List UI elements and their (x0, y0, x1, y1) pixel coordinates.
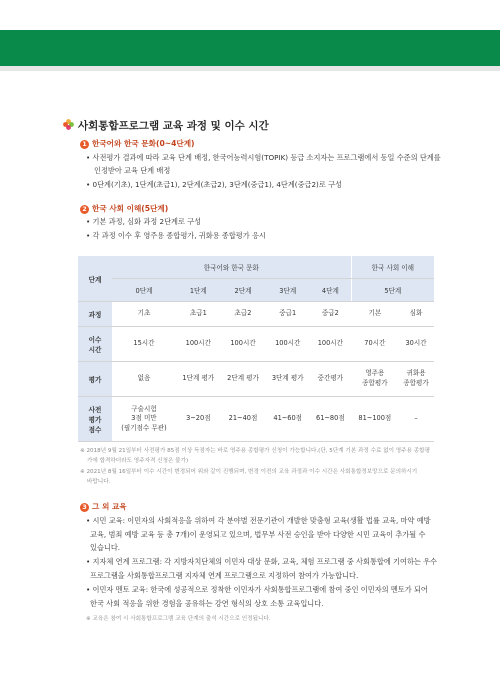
note-2: ※ 2021년 8월 16일부터 이수 시간이 변경되어 위와 같이 진행되며, 변경 이전의 교육 과정과 이수 시간은 사회통합정보망으로 문의하시기 (80, 469, 418, 475)
table-cell: 중간평가 (310, 362, 351, 397)
s2-bullet-1: • 기본 과정, 심화 과정 2단계로 구성 (86, 217, 202, 226)
level-header: 2단계 (221, 279, 266, 302)
table-cell: – (398, 397, 434, 442)
table-cell: 초급2 (221, 302, 266, 327)
table-cell: 3~20점 (176, 397, 221, 442)
table-row (78, 302, 434, 327)
row-label: 사전 평가 점수 (78, 397, 112, 442)
subsection-3-title: 그 외 교육 (92, 502, 127, 511)
table-cell: 15시간 (112, 327, 176, 362)
table-row (78, 327, 434, 362)
level-header: 1단계 (176, 279, 221, 302)
section-title: 사회통합프로그램 교육 과정 및 이수 시간 (78, 120, 269, 132)
s1-bullet-1: • 사전평가 결과에 따라 교육 단계 배정, 한국어능력시험(TOPIK) 등급 소지자는 프로그램에서 동일 수준의 단계를 (86, 153, 441, 162)
table-row (78, 362, 434, 397)
s3-para-2-cont: 프로그램을 사회통합프로그램 지자체 연계 프로그램으로 지정하여 참여가 가능합니다. (90, 571, 359, 580)
table-cell: 61~80점 (310, 397, 351, 442)
s3-para-3: • 이민자 멘토 교육: 한국에 성공적으로 정착한 이민자가 사회통합프로그램에 참여 중인 이민자의 멘토가 되어 (86, 585, 428, 594)
table-corner: 단계 (78, 256, 112, 302)
subsection-1-heading (80, 138, 195, 149)
subsection-3-heading (80, 501, 127, 512)
row-label: 이수 시간 (78, 327, 112, 362)
subsection-1-title: 한국어와 한국 문화(0~4단계) (92, 139, 195, 148)
table-cell: 1단계 평가 (176, 362, 221, 397)
table-cell: 30시간 (398, 327, 434, 362)
table-cell: 21~40점 (221, 397, 266, 442)
table-cell: 없음 (112, 362, 176, 397)
table-cell: 100시간 (265, 327, 310, 362)
table-cell: 81~100점 (351, 397, 398, 442)
number-badge: 2 (80, 205, 89, 214)
table-cell: 41~60점 (265, 397, 310, 442)
number-badge: 3 (80, 503, 89, 512)
table-cell: 기초 (112, 302, 176, 327)
table-cell: 구술시험 3점 미만 (필기점수 무관) (112, 397, 176, 442)
header-divider (0, 66, 500, 71)
subsection-2-title: 한국 사회 이해(5단계) (92, 204, 169, 213)
header-green-band (0, 30, 500, 66)
s3-para-2: • 지자체 연계 프로그램: 각 지방자치단체의 이민자 대상 문화, 교육, 체험 프로그램 중 사회통합에 기여하는 우수 (86, 557, 438, 566)
note-1: ※ 2018년 9월 21일부터 사전평가 85점 이상 득점자는 바로 영주용 종합평가 신청이 가능합니다.(단, 5단계 기본 과정 수료 없이 영주용 종합평 (80, 448, 430, 454)
row-label: 과정 (78, 302, 112, 327)
table-cell: 100시간 (221, 327, 266, 362)
s1-bullet-2: • 0단계(기초), 1단계(초급1), 2단계(초급2), 3단계(중급1), 4단계(중급2)로 구성 (86, 180, 342, 189)
table-cell: 영주용 종합평가 (351, 362, 398, 397)
table-cell: 귀화용 종합평가 (398, 362, 434, 397)
table-cell: 기본 (351, 302, 398, 327)
subsection-2-heading (80, 203, 168, 214)
flower-icon (62, 118, 75, 131)
s3-para-3-cont: 한국 사회 적응을 위한 경험을 공유하는 강연 형식의 상호 소통 교육입니다. (90, 599, 324, 608)
level-header: 3단계 (265, 279, 310, 302)
level-header: 5단계 (351, 279, 434, 302)
table-cell: 100시간 (310, 327, 351, 362)
table-cell: 초급1 (176, 302, 221, 327)
table-cell: 중급2 (310, 302, 351, 327)
table-cell: 2단계 평가 (221, 362, 266, 397)
table-cell: 100시간 (176, 327, 221, 362)
table-cell: 심화 (398, 302, 434, 327)
row-label: 평가 (78, 362, 112, 397)
note-2-cont: 바랍니다. (87, 479, 111, 485)
table-cell: 70시간 (351, 327, 398, 362)
number-badge: 1 (80, 140, 89, 149)
table-cell: 중급1 (265, 302, 310, 327)
level-header: 0단계 (112, 279, 176, 302)
table-row (78, 397, 434, 442)
header-top-strip (0, 0, 500, 30)
note-1-cont: 가에 합격하더라도 영주자격 신청은 불가) (87, 458, 189, 464)
level-header: 4단계 (310, 279, 351, 302)
s3-para-1: • 시민 교육: 이민자의 사회적응을 위하여 각 분야별 전문기관이 개발한 맞춤형 교육(생활 법률 교육, 마약 예방 (86, 516, 431, 525)
s3-footnote: ※ 교육은 참여 시 사회통합프로그램 교육 단계의 출석 시간으로 인정됩니다. (86, 616, 271, 622)
s3-para-1-cont: 교육, 범죄 예방 교육 등 총 7개)이 운영되고 있으며, 법무부 사전 승인을 받아 다양한 시민 교육이 추가될 수 (90, 530, 426, 539)
s2-bullet-2: • 각 과정 이수 후 영주용 종합평가, 귀화용 종합평가 응시 (86, 231, 266, 240)
group-header-korean: 한국어와 한국 문화 (112, 256, 351, 279)
curriculum-table (78, 256, 434, 442)
s1-bullet-1-cont: 인정받아 교육 단계 배정 (94, 166, 171, 175)
s3-para-1-cont2: 있습니다. (90, 543, 121, 552)
group-header-society: 한국 사회 이해 (351, 256, 434, 279)
table-cell: 3단계 평가 (265, 362, 310, 397)
